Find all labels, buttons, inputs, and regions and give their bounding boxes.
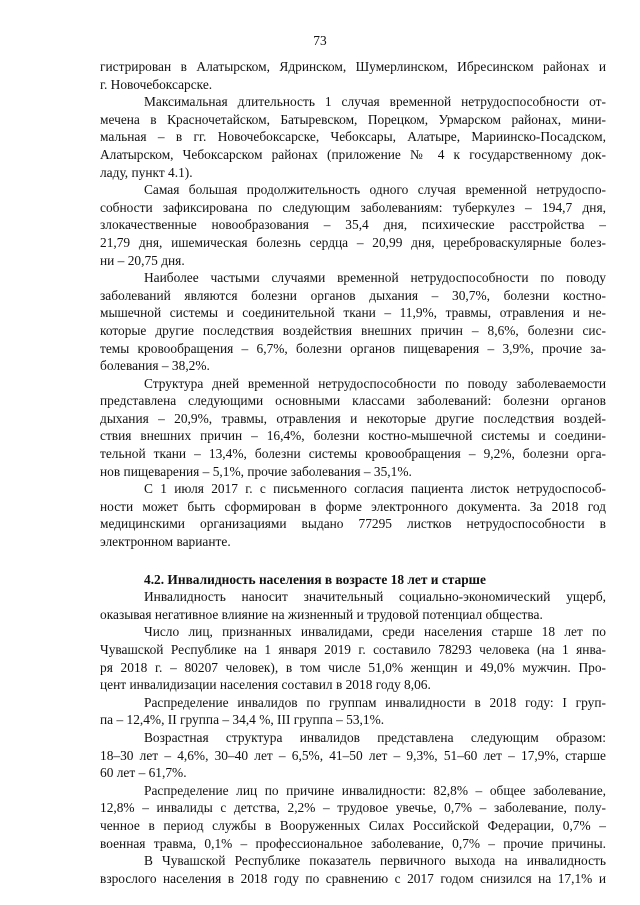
text-line: электронном варианте. bbox=[100, 534, 231, 550]
text-line: Возрастная структура инвалидов представлена следующим образом: bbox=[144, 729, 606, 745]
text-line: мальная – в гг. Новочебоксарске, Чебоксары, Алатыре, Мариинско-Посадском, bbox=[100, 129, 606, 145]
text-line: цент инвалидизации населения составил в 2018 году 8,06. bbox=[100, 677, 431, 693]
text-line: Самая большая продолжительность одного случая временной нетрудоспо- bbox=[144, 182, 606, 198]
text-line: 18–30 лет – 4,6%, 30–40 лет – 6,5%, 41–50 лет – 9,3%, 51–60 лет – 17,9%, старше bbox=[100, 747, 606, 763]
text-line: Инвалидность наносит значительный социально-экономический ущерб, bbox=[144, 589, 606, 605]
text-line: В Чувашской Республике показатель первичного выхода на инвалидность bbox=[144, 853, 606, 869]
text-line: Наиболее частыми случаями временной нетрудоспособности по поводу bbox=[144, 270, 606, 286]
text-line: мечена в Красночетайском, Батыревском, Порецком, Урмарском районах, мини- bbox=[100, 111, 606, 127]
text-line: 12,8% – инвалиды с детства, 2,2% – трудовое увечье, 0,7% – заболевание, полу- bbox=[100, 800, 606, 816]
text-line: собности зафиксирована по следующим заболеваниям: туберкулез – 194,7 дня, bbox=[100, 199, 606, 215]
text-line: 60 лет – 61,7%. bbox=[100, 765, 187, 781]
text-line: медицинскими организациями выдано 77295 листков нетрудоспособности в bbox=[100, 516, 606, 532]
text-line: оказывая негативное влияние на жизненный и трудовой потенциал общества. bbox=[100, 606, 543, 622]
text-line: г. Новочебоксарске. bbox=[100, 76, 213, 92]
text-line: ря 2018 г. – 80207 человек), в том числе 51,0% женщин и 49,0% мужчин. Про- bbox=[100, 659, 606, 675]
text-line: Распределение лиц по причине инвалидности: 82,8% – общее заболевание, bbox=[144, 782, 606, 798]
text-line: Максимальная длительность 1 случая временной нетрудоспособности от- bbox=[144, 94, 606, 110]
text-line: Структура дней временной нетрудоспособности по поводу заболеваемости bbox=[144, 375, 606, 391]
text-line: дыхания – 20,9%, травмы, отравления и некоторые другие последствия воздей- bbox=[100, 410, 606, 426]
text-line: болевания – 38,2%. bbox=[100, 358, 210, 374]
text-line: тельной ткани – 13,4%, болезни системы кровообращения – 9,2%, болезни орга- bbox=[100, 446, 606, 462]
text-line: Число лиц, признанных инвалидами, среди населения старше 18 лет по bbox=[144, 624, 606, 640]
text-line: Алатырском, Чебоксарском районах (приложение № 4 к государственному док- bbox=[100, 146, 606, 162]
text-line: злокачественные новообразования – 35,4 дня, психические расстройства – bbox=[100, 217, 606, 233]
text-line: па – 12,4%, II группа – 34,4 %, III группа – 53,1%. bbox=[100, 712, 385, 728]
text-line: ности может быть сформирован в форме электронного документа. За 2018 год bbox=[100, 498, 606, 514]
section-heading: 4.2. Инвалидность населения в возрасте 18 лет и старше bbox=[144, 571, 486, 587]
text-line: взрослого населения в 2018 году по сравнению с 2017 годом снизился на 17,1% и bbox=[100, 870, 606, 886]
text-line: нов пищеварения – 5,1%, прочие заболевания – 35,1%. bbox=[100, 463, 412, 479]
text-line: представлена следующими основными классами заболеваний: болезни органов bbox=[100, 393, 606, 409]
paragraph-gap bbox=[100, 551, 606, 571]
page-number: 73 bbox=[313, 33, 327, 48]
text-line: ченное в период службы в Вооруженных Силах Российской Федерации, 0,7% – bbox=[100, 817, 606, 833]
text-line: темы кровообращения – 6,7%, болезни органов пищеварения – 3,9%, прочие за- bbox=[100, 340, 606, 356]
text-line: заболеваний являются болезни органов дыхания – 30,7%, болезни костно- bbox=[100, 287, 606, 303]
text-line: гистрирован в Алатырском, Ядринском, Шумерлинском, Ибресинском районах и bbox=[100, 59, 606, 74]
document-body bbox=[100, 58, 606, 887]
text-line: ни – 20,75 дня. bbox=[100, 252, 185, 268]
text-line: С 1 июля 2017 г. с письменного согласия пациента листок нетрудоспособ- bbox=[144, 481, 606, 497]
text-line: которые другие последствия воздействия внешних причин – 8,6%, болезни сис- bbox=[100, 322, 606, 338]
text-line: ладу, пункт 4.1). bbox=[100, 164, 193, 180]
text-line: 21,79 дня, ишемическая болезнь сердца – 20,99 дня, цереброваскулярные болез- bbox=[100, 234, 606, 250]
text-line: военная травма, 0,1% – профессиональное заболевание, 0,7% – прочие причины. bbox=[100, 835, 606, 851]
text-line: ствия внешних причин – 16,4%, болезни костно-мышечной системы и соедини- bbox=[100, 428, 606, 444]
text-line: мышечной системы и соединительной ткани – 11,9%, травмы, отравления и не- bbox=[100, 305, 606, 321]
text-line: Распределение инвалидов по группам инвалидности в 2018 году: I груп- bbox=[144, 694, 606, 710]
text-line: Чувашской Республике на 1 января 2019 г. составило 78293 человека (на 1 янва- bbox=[100, 642, 606, 657]
